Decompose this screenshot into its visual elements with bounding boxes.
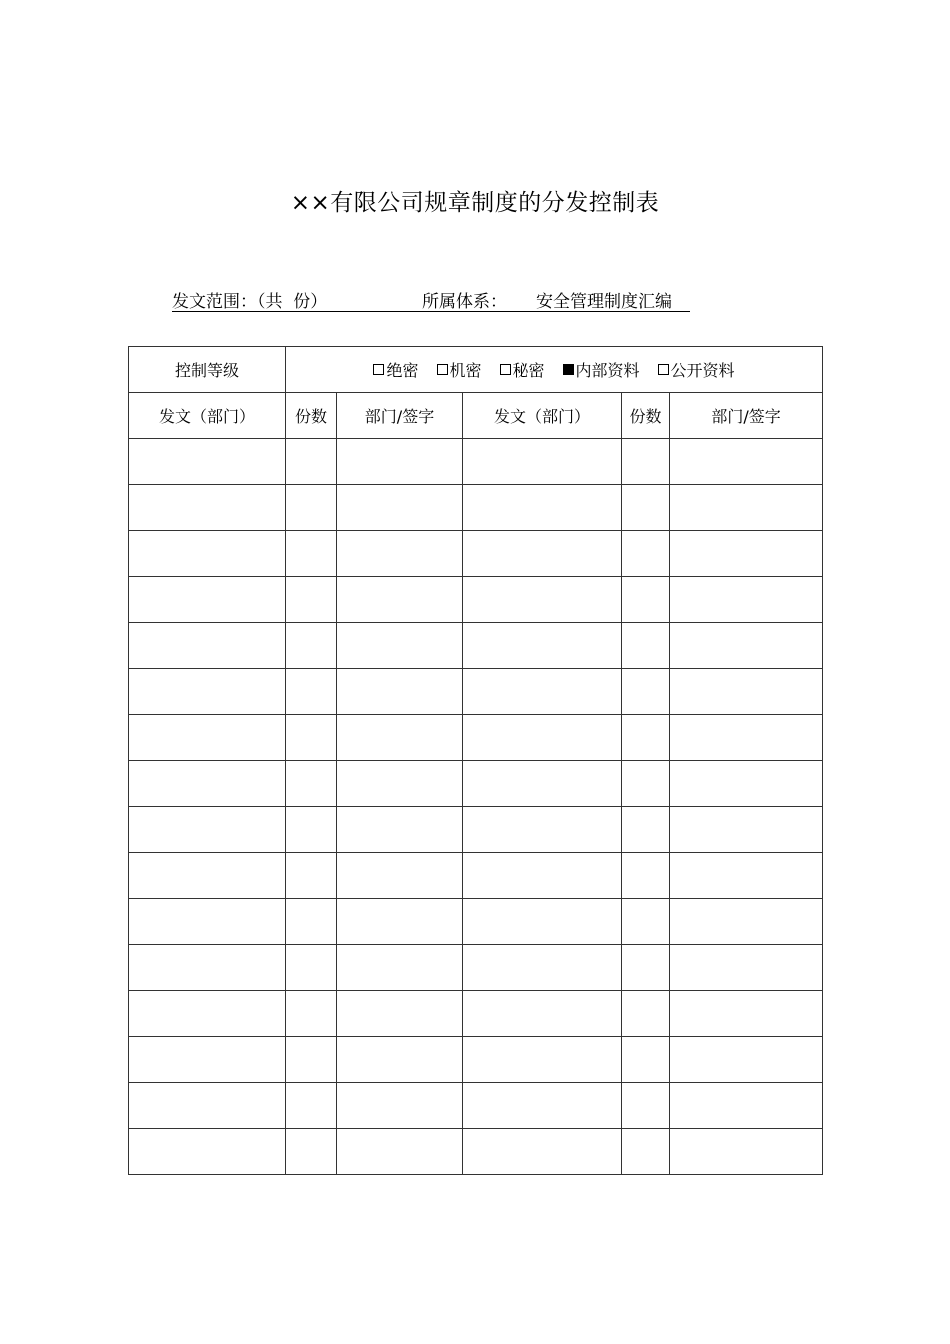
table-cell[interactable]	[129, 715, 286, 761]
table-row	[129, 899, 823, 945]
table-row	[129, 1083, 823, 1129]
table-cell[interactable]	[670, 531, 823, 577]
checkbox-icon[interactable]	[437, 364, 448, 375]
table-cell[interactable]	[337, 807, 463, 853]
control-level-option-label: 机密	[449, 361, 482, 380]
table-cell[interactable]	[337, 439, 463, 485]
table-cell[interactable]	[129, 1129, 286, 1175]
table-cell[interactable]	[670, 669, 823, 715]
table-cell[interactable]	[337, 577, 463, 623]
table-cell[interactable]	[463, 899, 622, 945]
table-cell[interactable]	[670, 715, 823, 761]
table-cell[interactable]	[129, 807, 286, 853]
table-row	[129, 1037, 823, 1083]
system-label: 所属体系：	[422, 292, 507, 312]
table-cell[interactable]	[129, 761, 286, 807]
control-level-option[interactable]	[563, 358, 640, 381]
table-row	[129, 623, 823, 669]
table-cell[interactable]	[463, 669, 622, 715]
table-cell[interactable]	[670, 439, 823, 485]
table-cell[interactable]	[670, 1083, 823, 1129]
table-cell[interactable]	[337, 761, 463, 807]
table-cell[interactable]	[622, 485, 670, 531]
table-cell[interactable]	[337, 1129, 463, 1175]
table-cell[interactable]	[670, 761, 823, 807]
table-cell[interactable]	[463, 715, 622, 761]
control-level-option[interactable]	[373, 358, 418, 381]
control-level-row	[129, 347, 823, 393]
table-cell[interactable]	[622, 761, 670, 807]
table-cell[interactable]	[622, 899, 670, 945]
table-cell[interactable]	[670, 1037, 823, 1083]
control-level-option-label: 公开资料	[670, 361, 735, 380]
table-cell[interactable]	[286, 623, 337, 669]
table-row	[129, 669, 823, 715]
table-cell[interactable]	[129, 945, 286, 991]
distribution-meta	[172, 287, 690, 312]
table-row	[129, 761, 823, 807]
table-cell[interactable]	[286, 485, 337, 531]
control-level-option-label: 绝密	[386, 361, 419, 380]
table-cell[interactable]	[463, 1083, 622, 1129]
table-cell[interactable]	[670, 991, 823, 1037]
column-header: 部门/签字	[337, 393, 463, 439]
table-cell[interactable]	[622, 1083, 670, 1129]
system-value: 安全管理制度汇编	[536, 292, 672, 312]
table-cell[interactable]	[463, 1129, 622, 1175]
checkbox-icon[interactable]	[373, 364, 384, 375]
table-cell[interactable]	[337, 1083, 463, 1129]
table-cell[interactable]	[286, 853, 337, 899]
scope-label: 发文范围：（共 份）	[172, 292, 328, 312]
table-cell[interactable]	[286, 807, 337, 853]
table-cell[interactable]	[622, 853, 670, 899]
table-cell[interactable]	[129, 1037, 286, 1083]
checked-checkbox-icon[interactable]	[563, 364, 574, 375]
column-header: 发文（部门）	[463, 393, 622, 439]
control-level-option[interactable]	[500, 358, 545, 381]
table-cell[interactable]	[286, 1129, 337, 1175]
table-cell[interactable]	[622, 715, 670, 761]
table-cell[interactable]	[463, 853, 622, 899]
table-row	[129, 715, 823, 761]
table-cell[interactable]	[463, 761, 622, 807]
table-cell[interactable]	[622, 1129, 670, 1175]
table-cell[interactable]	[129, 485, 286, 531]
page-title: ××有限公司规章制度的分发控制表	[290, 190, 660, 216]
table-row	[129, 531, 823, 577]
control-level-option-label: 内部资料	[575, 361, 640, 380]
table-cell[interactable]	[337, 485, 463, 531]
table-cell[interactable]	[622, 991, 670, 1037]
control-level-options	[286, 347, 823, 393]
table-cell[interactable]	[337, 899, 463, 945]
checkbox-icon[interactable]	[658, 364, 669, 375]
table-cell[interactable]	[286, 1037, 337, 1083]
column-header: 份数	[622, 393, 670, 439]
table-row	[129, 485, 823, 531]
control-level-option[interactable]	[658, 358, 735, 381]
table-cell[interactable]	[129, 623, 286, 669]
table-cell[interactable]	[286, 577, 337, 623]
table-cell[interactable]	[337, 1037, 463, 1083]
control-level-option-label: 秘密	[512, 361, 545, 380]
table-cell[interactable]	[463, 807, 622, 853]
table-cell[interactable]	[337, 945, 463, 991]
table-cell[interactable]	[622, 1037, 670, 1083]
table-cell[interactable]	[463, 623, 622, 669]
table-cell[interactable]	[129, 439, 286, 485]
table-cell[interactable]	[463, 439, 622, 485]
table-cell[interactable]	[286, 761, 337, 807]
table-cell[interactable]	[670, 623, 823, 669]
table-cell[interactable]	[129, 991, 286, 1037]
column-header: 部门/签字	[670, 393, 823, 439]
table-row	[129, 853, 823, 899]
table-cell[interactable]	[337, 853, 463, 899]
table-cell[interactable]	[463, 485, 622, 531]
table-cell[interactable]	[337, 669, 463, 715]
table-cell[interactable]	[622, 623, 670, 669]
table-cell[interactable]	[129, 853, 286, 899]
table-cell[interactable]	[286, 899, 337, 945]
table-cell[interactable]	[622, 439, 670, 485]
header-row	[129, 393, 823, 439]
table-cell[interactable]	[129, 531, 286, 577]
table-cell[interactable]	[670, 807, 823, 853]
table-cell[interactable]	[622, 577, 670, 623]
table-cell[interactable]	[463, 531, 622, 577]
table-cell[interactable]	[463, 945, 622, 991]
table-cell[interactable]	[129, 899, 286, 945]
table-cell[interactable]	[286, 531, 337, 577]
table-cell[interactable]	[670, 945, 823, 991]
distribution-table	[128, 346, 823, 1175]
table-cell[interactable]	[670, 577, 823, 623]
table-cell[interactable]	[463, 991, 622, 1037]
checkbox-icon[interactable]	[500, 364, 511, 375]
control-level-option[interactable]	[437, 358, 482, 381]
table-cell[interactable]	[286, 439, 337, 485]
table-cell[interactable]	[670, 853, 823, 899]
table-row	[129, 807, 823, 853]
table-cell[interactable]	[670, 1129, 823, 1175]
table-cell[interactable]	[670, 899, 823, 945]
table-cell[interactable]	[622, 669, 670, 715]
table-row	[129, 1129, 823, 1175]
table-cell[interactable]	[337, 531, 463, 577]
table-row	[129, 945, 823, 991]
table-cell[interactable]	[286, 1083, 337, 1129]
table-cell[interactable]	[622, 945, 670, 991]
table-cell[interactable]	[286, 991, 337, 1037]
table-cell[interactable]	[129, 669, 286, 715]
table-cell[interactable]	[337, 715, 463, 761]
table-cell[interactable]	[286, 945, 337, 991]
column-header: 发文（部门）	[129, 393, 286, 439]
table-row	[129, 439, 823, 485]
table-cell[interactable]	[337, 991, 463, 1037]
table-cell[interactable]	[286, 669, 337, 715]
table-cell[interactable]	[129, 1083, 286, 1129]
table-row	[129, 991, 823, 1037]
table-cell[interactable]	[622, 807, 670, 853]
table-cell[interactable]	[463, 577, 622, 623]
column-header: 份数	[286, 393, 337, 439]
table-cell[interactable]	[622, 531, 670, 577]
table-cell[interactable]	[129, 577, 286, 623]
table-cell[interactable]	[670, 485, 823, 531]
table-cell[interactable]	[286, 715, 337, 761]
table-cell[interactable]	[463, 1037, 622, 1083]
table-cell[interactable]	[337, 623, 463, 669]
table-row	[129, 577, 823, 623]
control-level-label: 控制等级	[129, 347, 286, 393]
